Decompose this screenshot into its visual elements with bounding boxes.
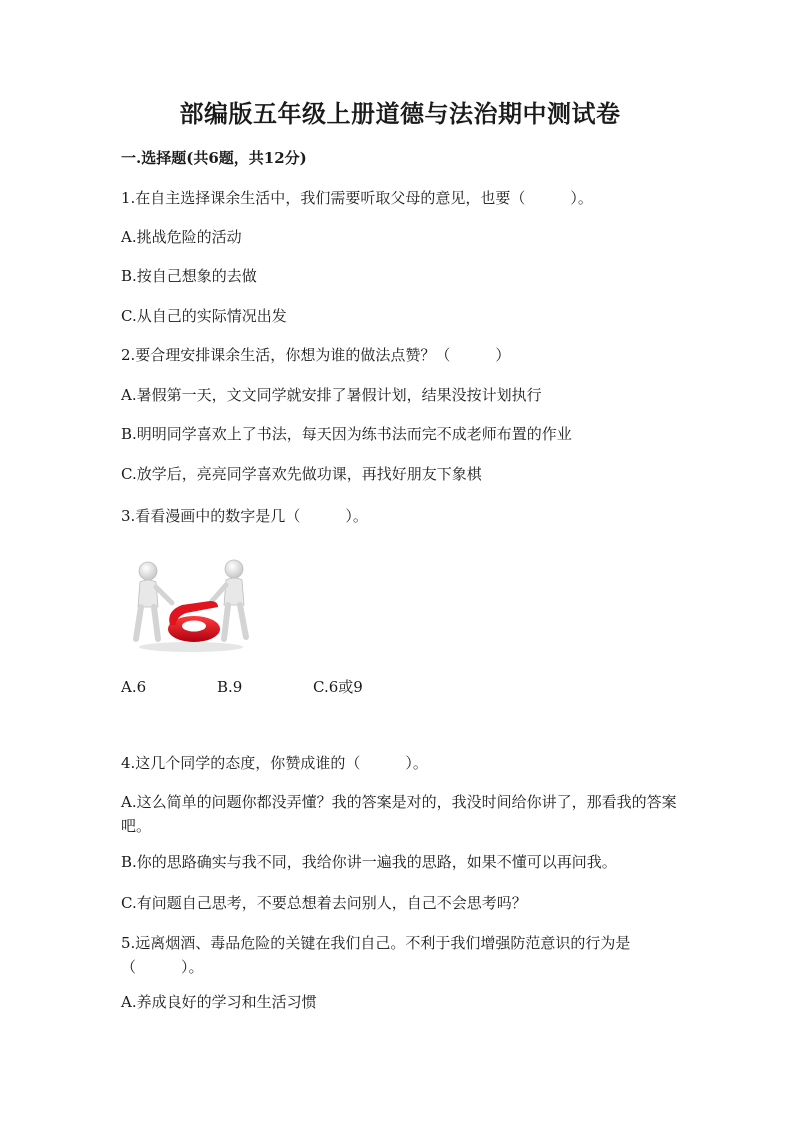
left-figure-shape bbox=[136, 562, 172, 639]
question-2-option-b: B.明明同学喜欢上了书法，每天因为练书法而完不成老师布置的作业 bbox=[121, 425, 572, 443]
question-1-stem: 1.在自主选择课余生活中，我们需要听取父母的意见，也要（ ）。 bbox=[121, 189, 593, 207]
comic-figure-icon bbox=[126, 555, 256, 655]
question-2-stem: 2.要合理安排课余生活，你想为谁的做法点赞？（ ） bbox=[121, 346, 511, 364]
question-4-option-b: B.你的思路确实与我不同，我给你讲一遍我的思路，如果不懂可以再问我。 bbox=[121, 853, 617, 871]
question-3-option-a: A.6 bbox=[121, 678, 147, 696]
section-heading: 一.选择题(共6题，共12分) bbox=[121, 149, 307, 167]
question-5-option-a: A.养成良好的学习和生活习惯 bbox=[121, 993, 317, 1011]
question-1-option-b: B.按自己想象的去做 bbox=[121, 267, 257, 285]
question-3-option-b: B.9 bbox=[217, 678, 243, 696]
question-2-option-a: A.暑假第一天，文文同学就安排了暑假计划，结果没按计划执行 bbox=[121, 386, 542, 404]
page-title: 部编版五年级上册道德与法治期中测试卷 bbox=[179, 99, 621, 128]
question-3-option-c: C.6或9 bbox=[313, 678, 363, 696]
question-3-stem: 3.看看漫画中的数字是几（ ）。 bbox=[121, 507, 368, 525]
question-1-option-c: C.从自己的实际情况出发 bbox=[121, 307, 287, 325]
question-4-option-a: A.这么简单的问题你都没弄懂？我的答案是对的，我没时间给你讲了，那看我的答案吧。 bbox=[121, 793, 677, 835]
question-5-stem: 5.远离烟酒、毒品危险的关键在我们自己。不利于我们增强防范意识的行为是（ ）。 bbox=[121, 934, 631, 976]
red-number-shape bbox=[168, 601, 220, 642]
shadow-shape bbox=[139, 642, 243, 652]
question-4-option-c: C.有问题自己思考，不要总想着去问别人，自己不会思考吗？ bbox=[121, 894, 527, 912]
question-1-option-a: A.挑战危险的活动 bbox=[121, 228, 242, 246]
question-4-stem: 4.这几个同学的态度，你赞成谁的（ ）。 bbox=[121, 754, 428, 772]
question-2-option-c: C.放学后，亮亮同学喜欢先做功课，再找好朋友下象棋 bbox=[121, 465, 482, 483]
